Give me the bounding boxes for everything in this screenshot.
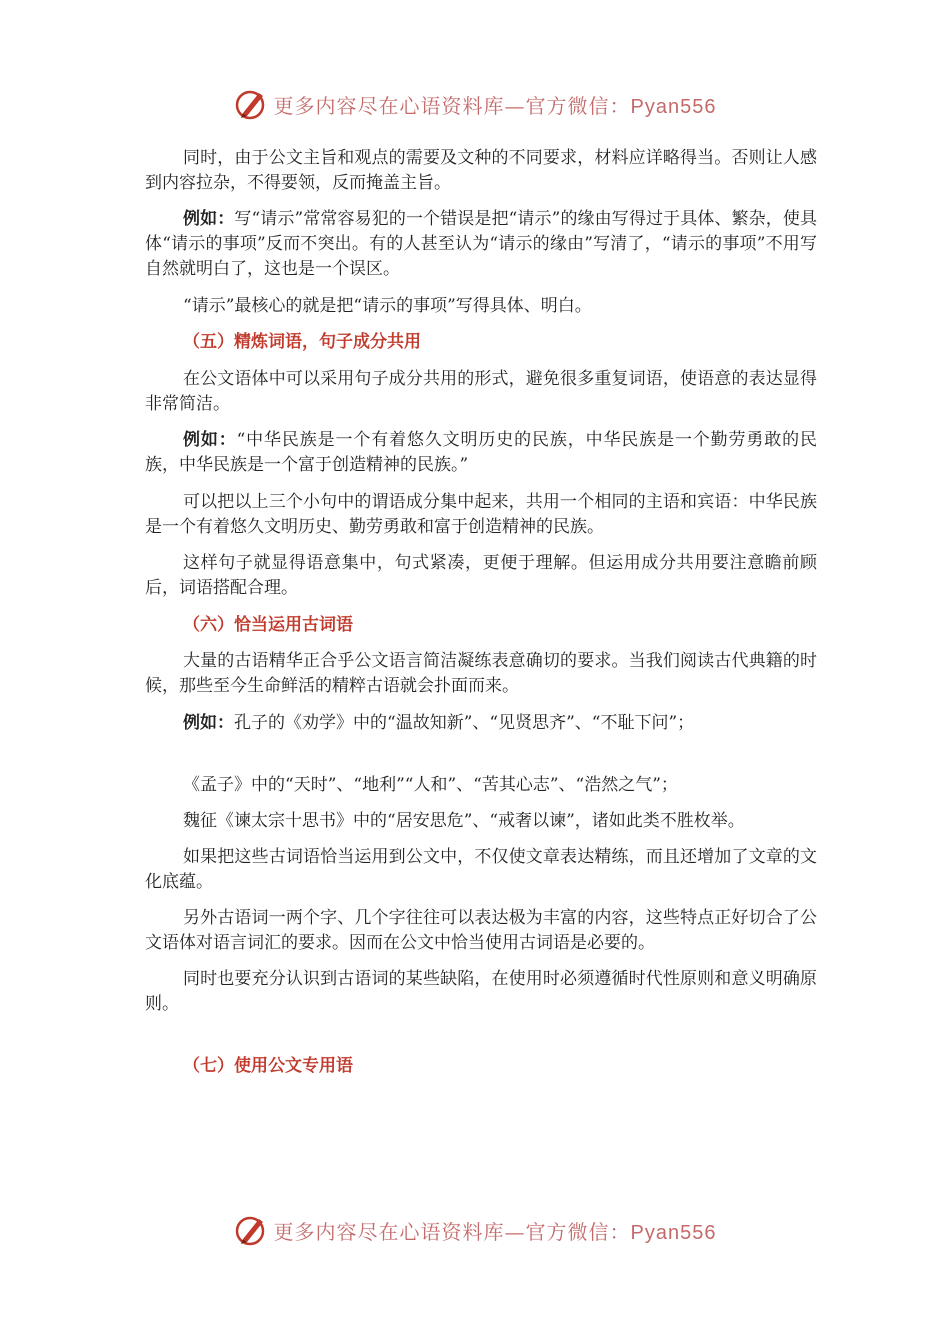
banner-text: 更多内容尽在心语资料库—官方微信： (273, 1219, 631, 1244)
paragraph (145, 146, 817, 196)
paragraph (145, 649, 817, 699)
paragraph-text: 大量的古语精华正合乎公文语言简洁凝练表意确切的要求。当我们阅读古代典籍的时候，那些至今生命鲜活的精粹古语就会扑面而来。 (145, 651, 817, 696)
paragraph-text: 另外古语词一两个字、几个字往往可以表达极为丰富的内容，这些特点正好切合了公文语体对语言词汇的要求。因而在公文中恰当使用古词语是必要的。 (145, 908, 817, 953)
document-body (145, 146, 817, 1091)
paragraph (145, 490, 817, 540)
paragraph-text: 孔子的《劝学》中的“温故知新”、“见贤思齐”、“不耻下问”； (234, 713, 695, 733)
paragraph-text: 写“请示”常常容易犯的一个错误是把“请示”的缘由写得过于具体、繁杂，使具体“请示的事项”反而不突出。有的人甚至认为“请示的缘由”写清了，“请示的事项”不用写自然就明白了，这也是一个误区。 (145, 209, 818, 279)
paragraph-text: 在公文语体中可以采用句子成分共用的形式，避免很多重复词语，使语意的表达显得非常简洁。 (145, 369, 817, 414)
paragraph (145, 428, 817, 478)
paragraph (145, 809, 817, 834)
pen-logo-icon (234, 86, 270, 122)
wechat-id: Pyan556 (630, 95, 717, 118)
paragraph (145, 551, 817, 601)
section-heading: （七）使用公文专用语 (183, 1056, 353, 1076)
section-heading: （六）恰当运用古词语 (183, 615, 353, 635)
example-lead: 例如： (183, 209, 235, 229)
paragraph (145, 845, 817, 895)
paragraph (145, 294, 817, 319)
paragraph-text: 这样句子就显得语意集中，句式紧凑，更便于理解。但运用成分共用要注意瞻前顾后，词语搭配合理。 (145, 553, 817, 598)
paragraph (145, 773, 817, 798)
paragraph (145, 367, 817, 417)
section-heading: （五）精炼词语，句子成分共用 (183, 332, 421, 352)
paragraph-text: 《孟子》中的“天时”、“地利”“人和”、“苦其心志”、“浩然之气”； (183, 775, 678, 795)
paragraph (145, 711, 817, 736)
example-lead: 例如： (183, 430, 237, 450)
paragraph (145, 906, 817, 956)
paragraph (145, 967, 817, 1017)
paragraph-text: 可以把以上三个小句中的谓语成分集中起来，共用一个相同的主语和宾语：中华民族是一个有着悠久文明历史、勤劳勇敢和富于创造精神的民族。 (145, 492, 817, 537)
paragraph-text: 同时也要充分认识到古语词的某些缺陷，在使用时必须遵循时代性原则和意义明确原则。 (145, 969, 817, 1014)
paragraph-text: “请示”最核心的就是把“请示的事项”写得具体、明白。 (183, 296, 592, 316)
example-lead: 例如： (183, 713, 234, 733)
banner-text: 更多内容尽在心语资料库—官方微信： (273, 93, 631, 118)
paragraph-text: “中华民族是一个有着悠久文明历史的民族，中华民族是一个勤劳勇敢的民族，中华民族是一个富于创造精神的民族。” (145, 430, 817, 475)
paragraph-text: 同时，由于公文主旨和观点的需要及文种的不同要求，材料应详略得当。否则让人感到内容拉杂，不得要领，反而掩盖主旨。 (145, 148, 817, 193)
footer-banner (0, 1210, 950, 1250)
paragraph (145, 207, 817, 282)
paragraph-text: 魏征《谏太宗十思书》中的“居安思危”、“戒奢以谏”，诸如此类不胜枚举。 (183, 811, 745, 831)
header-banner (0, 84, 950, 124)
wechat-id: Pyan556 (630, 1221, 717, 1244)
paragraph-text: 如果把这些古词语恰当运用到公文中，不仅使文章表达精练，而且还增加了文章的文化底蕴。 (145, 847, 817, 892)
pen-logo-icon (234, 1212, 270, 1248)
